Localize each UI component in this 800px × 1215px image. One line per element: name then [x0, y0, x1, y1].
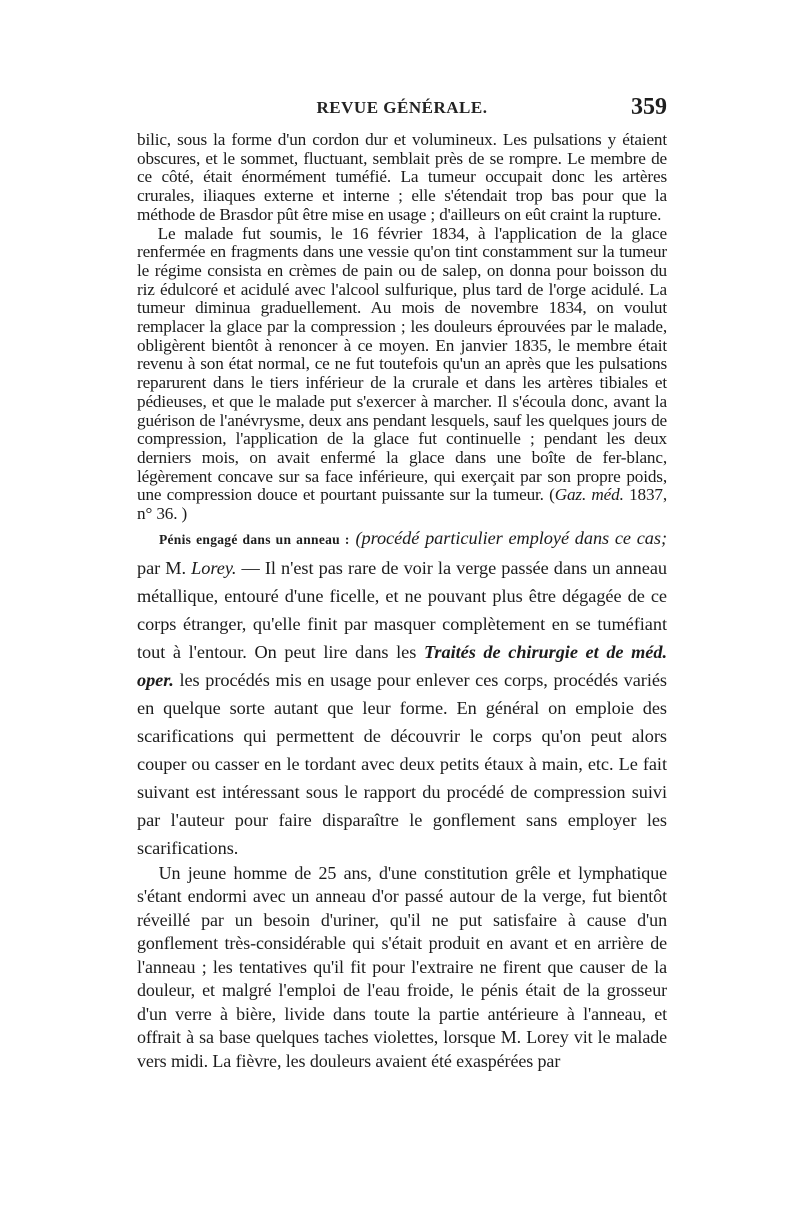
section-body-a: — Il n'est pas rare de voir la verge passée dans un anneau métallique, entouré d'une ficelle, et ne pouvant plus être dégagée de ce corps étranger, qu'elle finit par masquer complètement en se tuméfiant tout à l'entour. On peut lire dans les [137, 557, 667, 662]
citation-issue: 1837, n° 36. ) [137, 485, 668, 524]
section-body-b: les procédés mis en usage pour enlever ces corps, procédés variés en quelque sorte autant que leur forme. En général on emploie des scarifications qui permettent de découvrir le corps qu'on peut alors couper ou casser en le tordant avec deux petits étaux à main, etc. Le fait suivant est intéressant sous le rapport du procédé de compression suivi par l'auteur pour faire disparaître le gonflement sans employer les scarifications. [137, 669, 667, 858]
section-subtitle: (procédé particulier employé dans ce cas; [355, 527, 667, 548]
paragraph-treatment [137, 225, 667, 524]
author-lead: par M. [137, 557, 192, 578]
section-title: Pénis engagé dans un anneau : [158, 531, 350, 547]
paragraph-case: Un jeune homme de 25 ans, d'une constitution grêle et lymphatique s'étant endormi avec un anneau d'or passé autour de la verge, fut bientôt réveillé par un besoin d'uriner, qu'il ne put satisfaire à cause d'un gonflement très-considérable qui s'était produit en avant et en arrière de l'anneau ; les tentatives qu'il fit pour l'extraire ne firent que causer de la douleur, et malgré l'emploi de l'eau froide, le pénis était de la grosseur d'un verre à bière, livide dans toute la partie antérieure à l'anneau, et offrait à sa base quelques taches violettes, lorsque M. Lorey vit le malade vers midi. La fièvre, les douleurs avaient été exaspérées par [137, 862, 667, 1071]
page-number: 359 [631, 94, 667, 120]
running-title: REVUE GÉNÉRALE. [316, 98, 488, 117]
running-head [137, 94, 667, 124]
paragraph-section-heading [137, 524, 667, 862]
text-block [137, 131, 667, 1073]
paragraph-continuation: bilic, sous la forme d'un cordon dur et volumineux. Les pulsations y étaient obscures, et le sommet, fluctuant, semblait près de se rompre. Le membre de ce côté, était énormément tuméfié. La tumeur occupait donc les artères crurales, iliaques externe et interne ; elle s'étendait trop bas pour que la méthode de Brasdor pût être mise en usage ; d'ailleurs on eût craint la rupture. [137, 130, 667, 224]
book-title: Traités de chirurgie et de méd. oper. [137, 641, 667, 690]
author-name: Lorey. [191, 557, 237, 578]
citation-journal: Gaz. méd. [554, 485, 624, 505]
paragraph-treatment-body: Le malade fut soumis, le 16 février 1834, à l'application de la glace renfermée en fragments dans une vessie qu'on tint constamment sur la tumeur le régime consista en crèmes de pain ou de salep, on donna pour boisson du riz édulcoré et acidulé avec l'alcool sulfurique, plus tard de l'orge acidulé. La tumeur diminua graduellement. Au mois de novembre 1834, on voulut remplacer la glace par la compression ; les douleurs éprouvées par le malade, obligèrent bientôt à renoncer à ce moyen. En janvier 1835, le membre était revenu à son état normal, ce ne fut toutefois qu'un an après que les pulsations reparurent dans le tiers inférieur de la crurale et dans les artères tibiales et pédieuses, et que le malade put s'exercer à marcher. Il s'écoula donc, avant la guérison de l'anévrysme, deux ans pendant lesquels, sauf les quelques jours de compression, l'application de la glace fut continuelle ; pendant les deux derniers mois, on avait enfermé la glace dans une boîte de fer-blanc, légèrement concave sur sa face inférieure, qui exerçait par son propre poids, une compression douce et pourtant puissante sur la tumeur. ( [137, 223, 667, 505]
